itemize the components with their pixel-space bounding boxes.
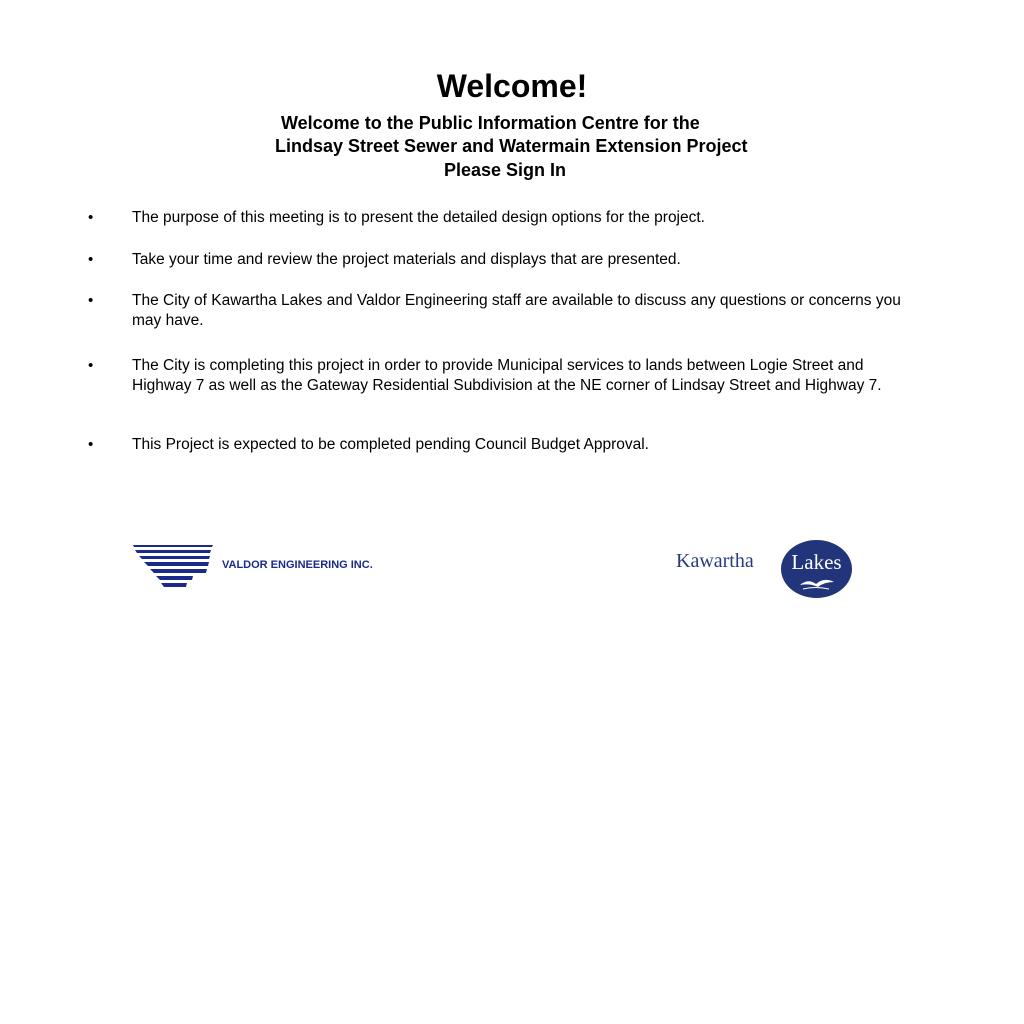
bullet-text: The City of Kawartha Lakes and Valdor Engineering staff are available to discuss any questions or concerns you may have. — [132, 292, 901, 329]
valdor-company-name: VALDOR ENGINEERING INC. — [222, 559, 373, 571]
bullet-dot: • — [88, 209, 94, 226]
subtitle-line-2: Lindsay Street Sewer and Watermain Extension Project — [275, 136, 748, 156]
kawartha-lakes-logo — [781, 540, 852, 598]
sign-in-prompt: Please Sign In — [444, 160, 567, 180]
subtitle-line-1: Welcome to the Public Information Centre for the — [281, 113, 700, 133]
page-title: Welcome! — [436, 68, 588, 104]
bullet-dot: • — [88, 436, 94, 453]
bird-icon — [799, 576, 835, 592]
bullet-text: Take your time and review the project materials and displays that are presented. — [132, 251, 681, 268]
bullet-dot: • — [88, 357, 94, 374]
bullet-text: This Project is expected to be completed pending Council Budget Approval. — [132, 436, 649, 453]
bullet-dot: • — [88, 251, 94, 268]
kawartha-logo-circle-word: Lakes — [791, 550, 842, 574]
bullet-text: The purpose of this meeting is to present the detailed design options for the project. — [132, 209, 705, 226]
bullet-dot: • — [88, 292, 94, 309]
kawartha-logo-word: Kawartha — [676, 550, 754, 572]
valdor-logo-icon — [133, 545, 213, 589]
bullet-text: The City is completing this project in order to provide Municipal services to lands between Logie Street and Highway 7 as well as the Gateway Residential Subdivision at the NE corner of Lindsay Street and Highway 7. — [132, 357, 882, 394]
